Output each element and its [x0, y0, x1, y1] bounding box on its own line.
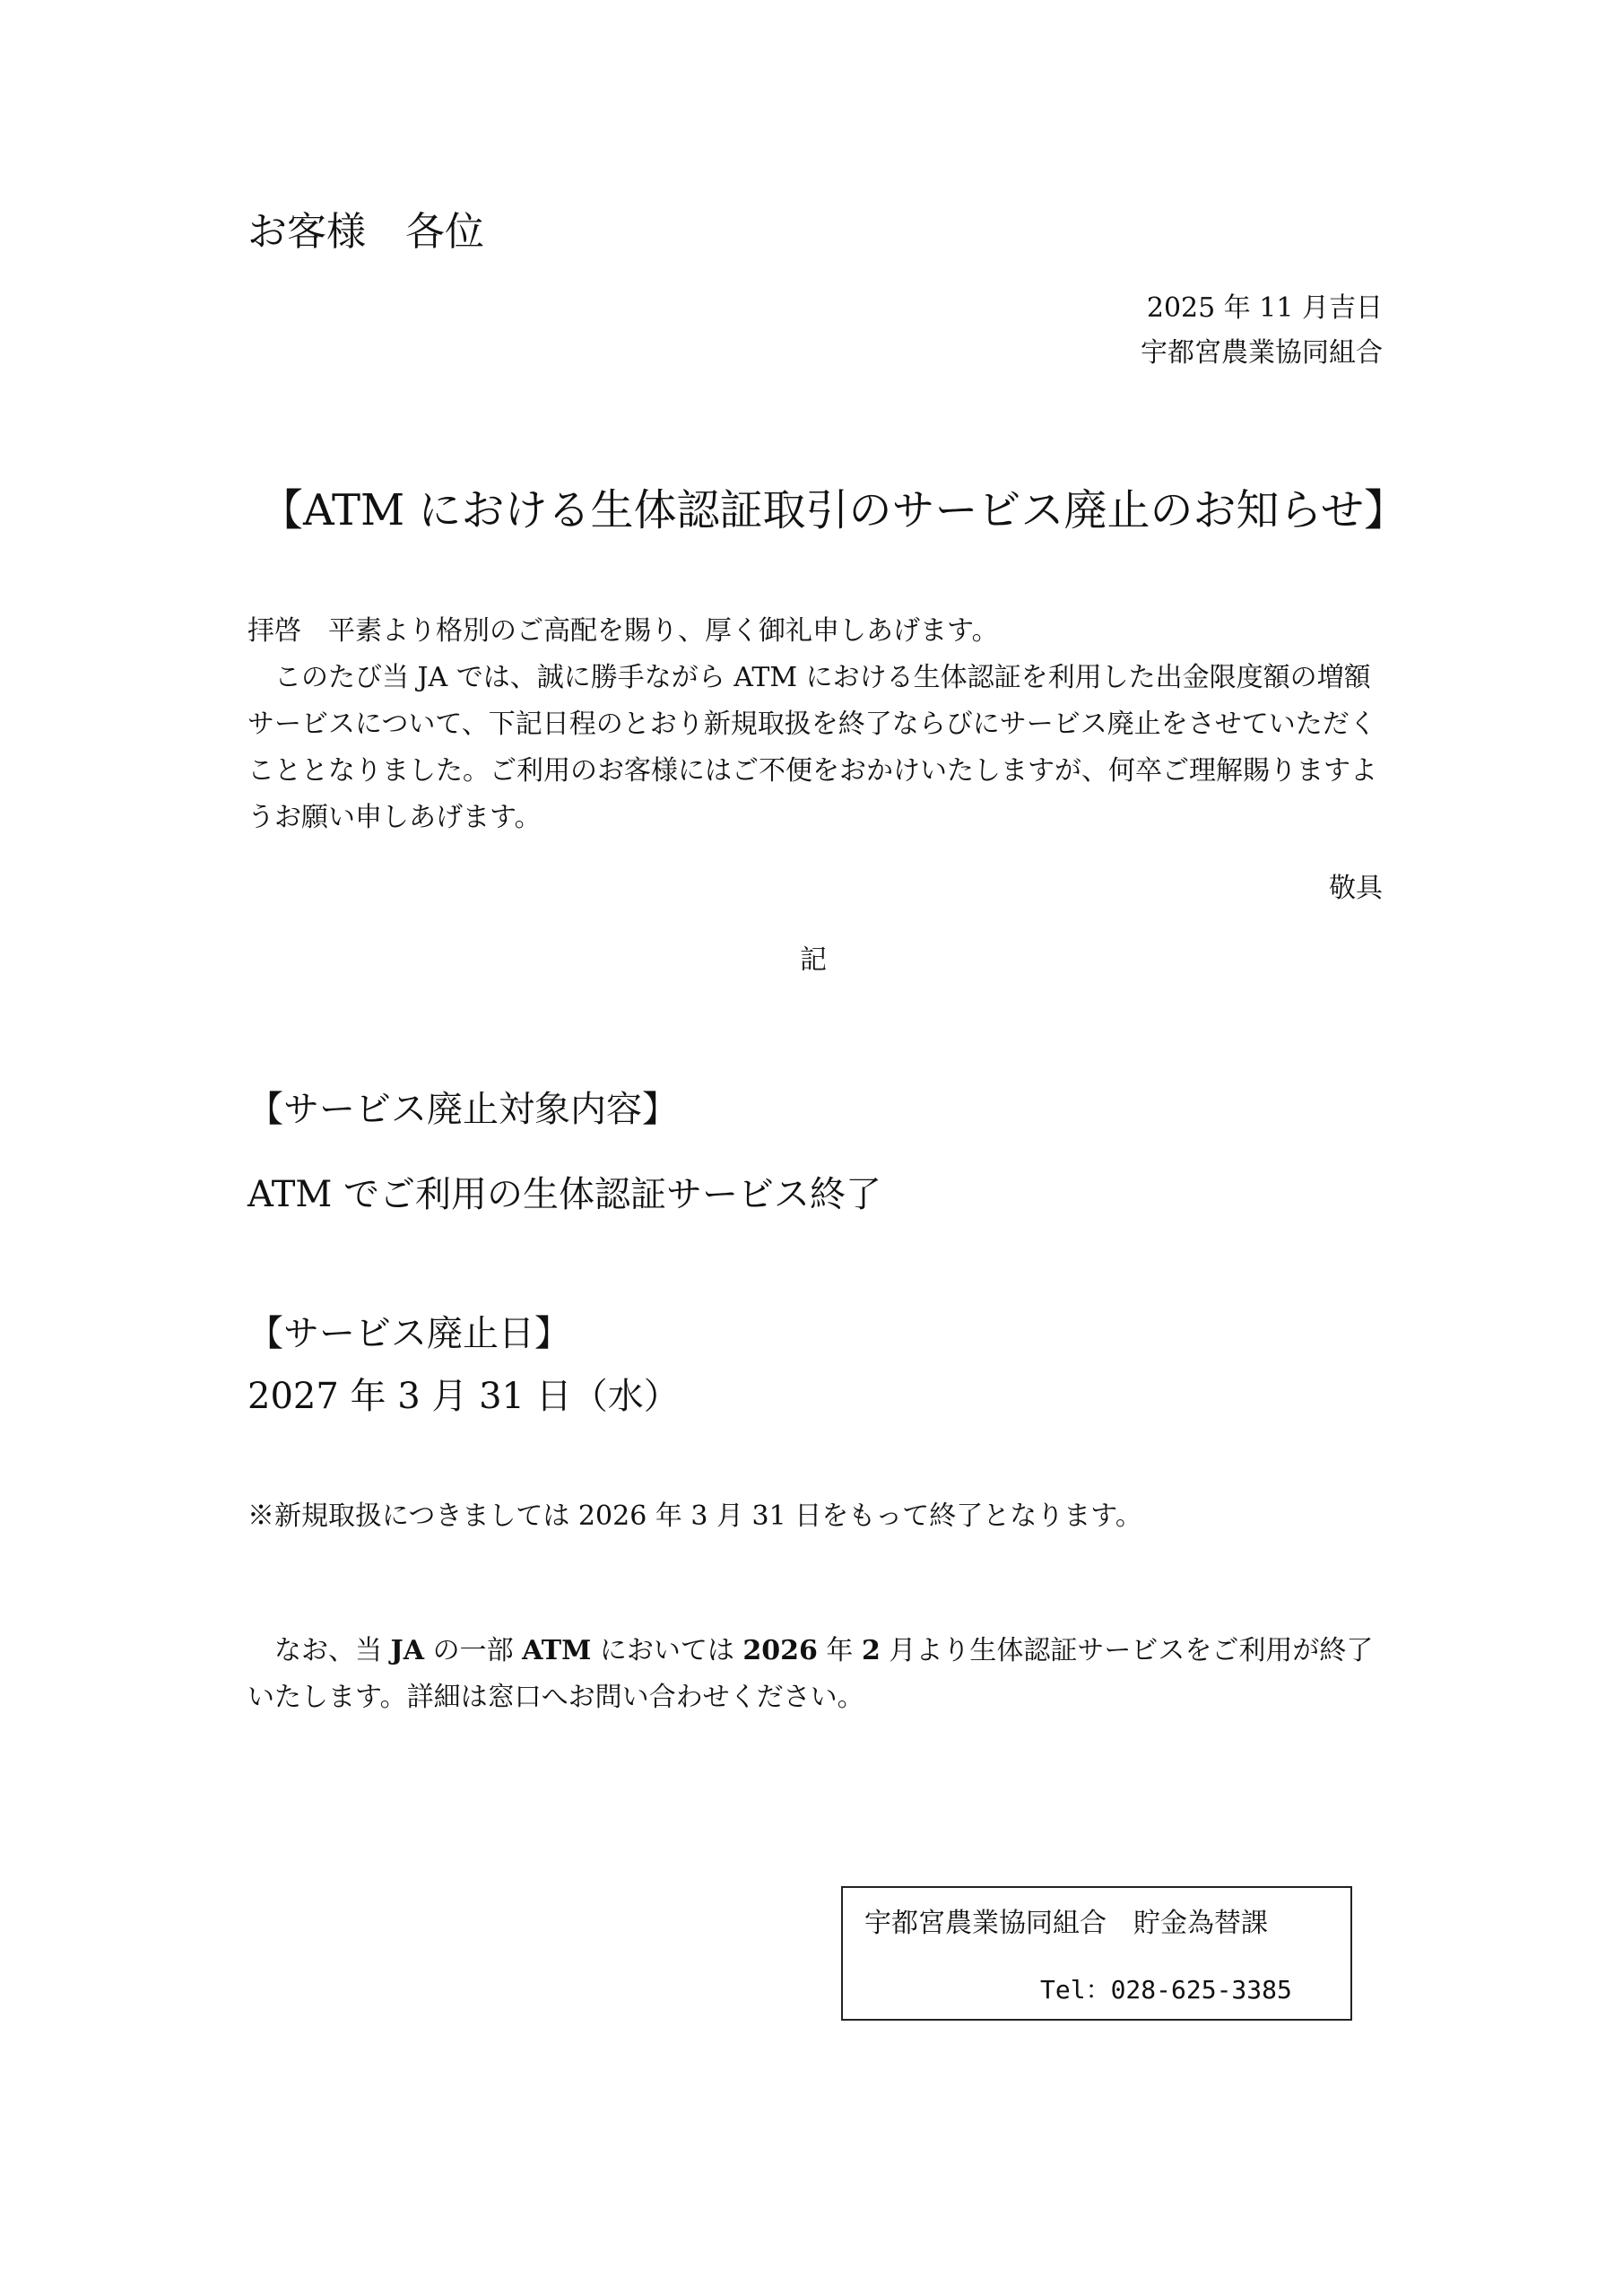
section-target-content: ATM でご利用の生体認証サービス終了 [247, 1174, 882, 1215]
section-target-heading: 【サービス廃止対象内容】 [247, 1089, 678, 1130]
document-title: 【ATM における生体認証取引のサービス廃止のお知らせ】 [260, 485, 1408, 535]
notice-bold-month: 2 [861, 1635, 881, 1666]
notice-part: 年 [817, 1635, 862, 1666]
contact-box [841, 1886, 1352, 2021]
notice-part: 月より生体認証サービスをご利用が終了いたします。詳細は窓口へお問い合わせください。 [247, 1635, 1374, 1713]
ki-marker: 記 [800, 944, 827, 976]
notice-part: の一部 [424, 1635, 523, 1666]
closing-word: 敬具 [1329, 873, 1383, 904]
additional-notice [247, 1628, 1386, 1721]
new-handling-note: ※新規取扱につきましては 2026 年 3 月 31 日をもって終了となります。 [247, 1500, 1142, 1532]
section-date-heading: 【サービス廃止日】 [247, 1313, 570, 1354]
body-paragraph: このたび当 JA では、誠に勝手ながら ATM における生体認証を利用した出金限度額の増額サービスについて、下記日程のとおり新規取扱を終了ならびにサービス廃止をさせていただくこととなりました。ご利用のお客様にはご不便をおかけいたしますが、何卒ご理解賜りますようお願い申しあげます。 [247, 662, 1377, 833]
body-text [247, 608, 1386, 841]
notice-bold-atm: ATM [522, 1635, 592, 1666]
section-date-value: 2027 年 3 月 31 日（水） [247, 1376, 680, 1417]
issue-date: 2025 年 11 月吉日 [1146, 292, 1383, 324]
sender-name: 宇都宮農業協同組合 [1141, 337, 1383, 369]
additional-notice-text [247, 1628, 1386, 1721]
notice-bold-year: 2026 [742, 1635, 818, 1666]
notice-part: なお、当 [274, 1635, 391, 1666]
contact-phone: Tel：028-625-3385 [1040, 1975, 1292, 2005]
notice-part: においては [591, 1635, 743, 1666]
greeting-line: 拝啓 平素より格別のご高配を賜り、厚く御礼申しあげます。 [247, 615, 999, 647]
contact-department: 宇都宮農業協同組合 貯金為替課 [864, 1908, 1268, 1939]
notice-bold-ja: JA [390, 1635, 425, 1666]
addressee: お客様 各位 [247, 209, 484, 255]
